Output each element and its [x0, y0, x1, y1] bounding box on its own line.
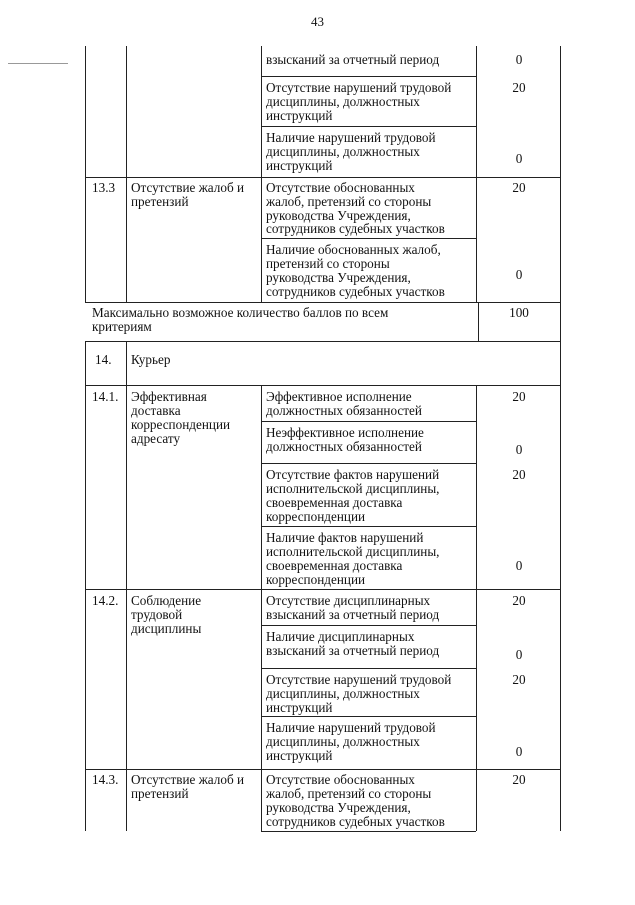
row-number: 14.1.: [92, 389, 119, 404]
criterion-text: взысканий за отчетный период: [266, 52, 440, 67]
section-number: 14.: [95, 352, 112, 367]
score-value: 20: [512, 467, 526, 482]
score-value: 0: [515, 558, 523, 573]
score-value: 20: [512, 389, 526, 404]
score-value: 20: [512, 180, 526, 195]
score-value: 20: [512, 593, 526, 608]
score-value: 0: [515, 647, 523, 662]
score-value: 20: [512, 772, 526, 787]
score-value: 20: [512, 672, 526, 687]
row-number: 14.2.: [92, 593, 119, 608]
score-value: 0: [515, 151, 523, 166]
margin-mark: [8, 63, 68, 64]
score-value: 0: [515, 442, 523, 457]
score-value: 20: [512, 80, 526, 95]
score-value: 0: [515, 52, 523, 67]
section-title: Курьер: [131, 352, 171, 367]
row-number: 14.3.: [92, 772, 119, 787]
row-number: 13.3: [92, 180, 116, 195]
max-score-value: 100: [509, 305, 529, 320]
page-number: 43: [311, 14, 324, 29]
score-value: 0: [515, 744, 523, 759]
score-value: 0: [515, 267, 523, 282]
